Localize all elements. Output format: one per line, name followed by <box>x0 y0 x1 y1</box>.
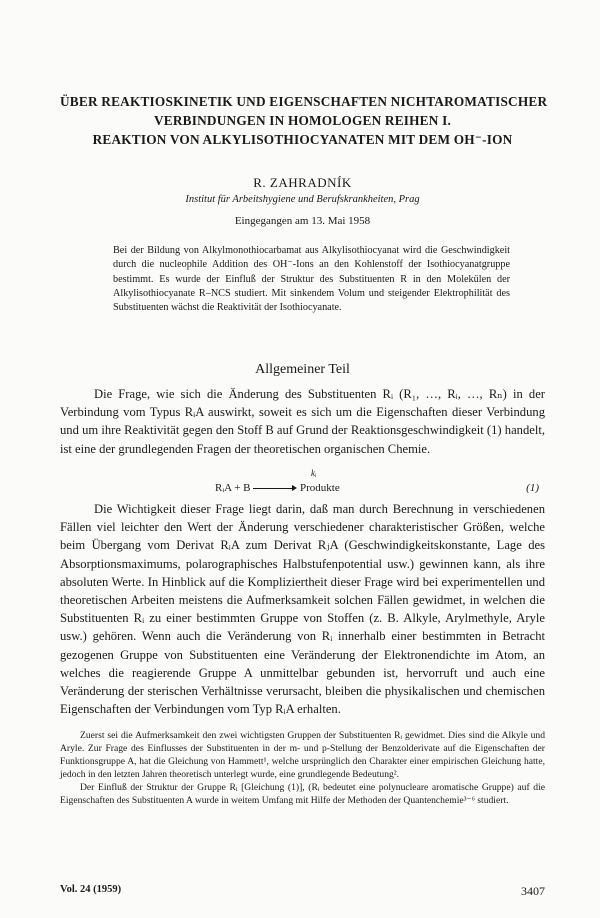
section-heading: Allgemeiner Teil <box>255 362 350 377</box>
abstract: Bei der Bildung von Alkylmonothiocarbamat aus Alkylisothiocyanat wird die Geschwindigkeit durch die nucleophile Addition des OH⁻-Ions an den Kohlenstoff der Isothiocyanatgruppe bestimmt. Es wurde der Einfluß der Struktur des Substituenten R in den Molekülen der Alkylisothiocyanate R–NCS studiert. Mit sinkendem Volum und steigender Elektrophilität des Substituenten wächst die Reaktivität der Isothiocyanate. <box>113 245 510 314</box>
equation-number: (1) <box>526 482 539 494</box>
page-footer <box>60 884 545 898</box>
title-line-3: REAKTION VON ALKYLISOTHIOCYANATEN MIT DEM OH⁻-ION <box>92 132 513 147</box>
paragraph-2: Die Wichtigkeit dieser Frage liegt darin, daß man durch Berechnung in verschiedenen Fällen viel leichter den Wert der Änderung verschiedener charakteristischer Größen, welche beim Übergang vom Derivat RᵢA zum Derivat RⱼA (Geschwindigkeitskonstante, Lage des Absorptionsmaximums, polarographisches Halbstufenpotential usw.) gewinnen kann, als ihre absoluten Werte. In Hinblick auf die Kompliziertheit dieser Frage wird bei experimentellen und theoretischen Arbeiten meistens die Aufmerksamkeit solchen Fällen gewidmet, in welchen die Substituenten Rᵢ zu einer bestimmten Gruppe von Stoffen (z. B. Alkyle, Arylmethyle, Aryle usw.) gehören. Wenn auch die Veränderung von Rᵢ innerhalb einer bestimmten in Betracht gezogenen Gruppe von Substituenten eine Veränderung der Elektronendichte im Atom, an welches die reagierende Gruppe A unmittelbar gebunden ist, hervorruft und auch eine Veränderung der sterischen Verhältnisse verursacht, bleiben die physikalischen und chemischen Eigenschaften der Verbindungen vom Typ RᵢA erhalten. <box>60 502 545 717</box>
page-number: 3407 <box>521 884 545 898</box>
reaction-arrow-icon <box>253 484 297 492</box>
paper-title <box>60 92 548 149</box>
equation-expression <box>215 482 340 494</box>
equation-rhs: Produkte <box>300 482 340 494</box>
small-print-notes <box>60 730 545 807</box>
title-line-1: ÜBER REAKTIOSKINETIK UND EIGENSCHAFTEN NICHTAROMATISCHER <box>60 94 548 109</box>
reaction-equation <box>60 468 545 504</box>
equation-lhs: RᵢA + B <box>215 482 251 494</box>
rate-constant: kᵢ <box>311 468 317 478</box>
note-2: Der Einfluß der Struktur der Gruppe Rᵢ [Gleichung (1)], (Rᵢ bedeutet eine polynucleare aromatische Gruppe) auf die Eigenschaften des Substituenten A wurde in weitem Umfang mit Hilfe der Methoden der Quantenchemie³⁻⁶ studiert. <box>60 781 545 806</box>
title-line-2: VERBINDUNGEN IN HOMOLOGEN REIHEN I. <box>154 113 451 128</box>
author-name: R. ZAHRADNÍK <box>253 175 352 190</box>
author-institute: Institut für Arbeitshygiene und Berufskrankheiten, Prag <box>185 194 420 205</box>
paragraph-1: Die Frage, wie sich die Änderung des Substituenten Rᵢ (R₁, …, Rᵢ, …, Rₙ) in der Verbindung vom Typus RᵢA auswirkt, soweit es sich um die Eigenschaften dieser Verbindung und um ihre Reaktivität gegen den Stoff B auf Grund der Reaktionsgeschwindigkeit (1) handelt, ist eine der grundlegenden Fragen der theoretischen organischen Chemie. <box>60 387 545 456</box>
received-date: Eingegangen am 13. Mai 1958 <box>234 215 371 227</box>
journal-volume: Vol. 24 (1959) <box>60 884 122 895</box>
note-1: Zuerst sei die Aufmerksamkeit den zwei wichtigsten Gruppen der Substituenten Rᵢ gewidmet. Dies sind die Alkyle und Aryle. Zur Frage des Einflusses der Substituenten in der m- und p-Stellung der Benzolderivate auf die Eigenschaften der Funktionsgruppe A, hat die Gleichung von Hammett¹, welche ursprünglich den Charakter einer empirischen Gleichung hatte, jedoch in den letzten Jahren theoretisch unterlegt wurde, eine grundlegende Bedeutung². <box>60 730 545 780</box>
